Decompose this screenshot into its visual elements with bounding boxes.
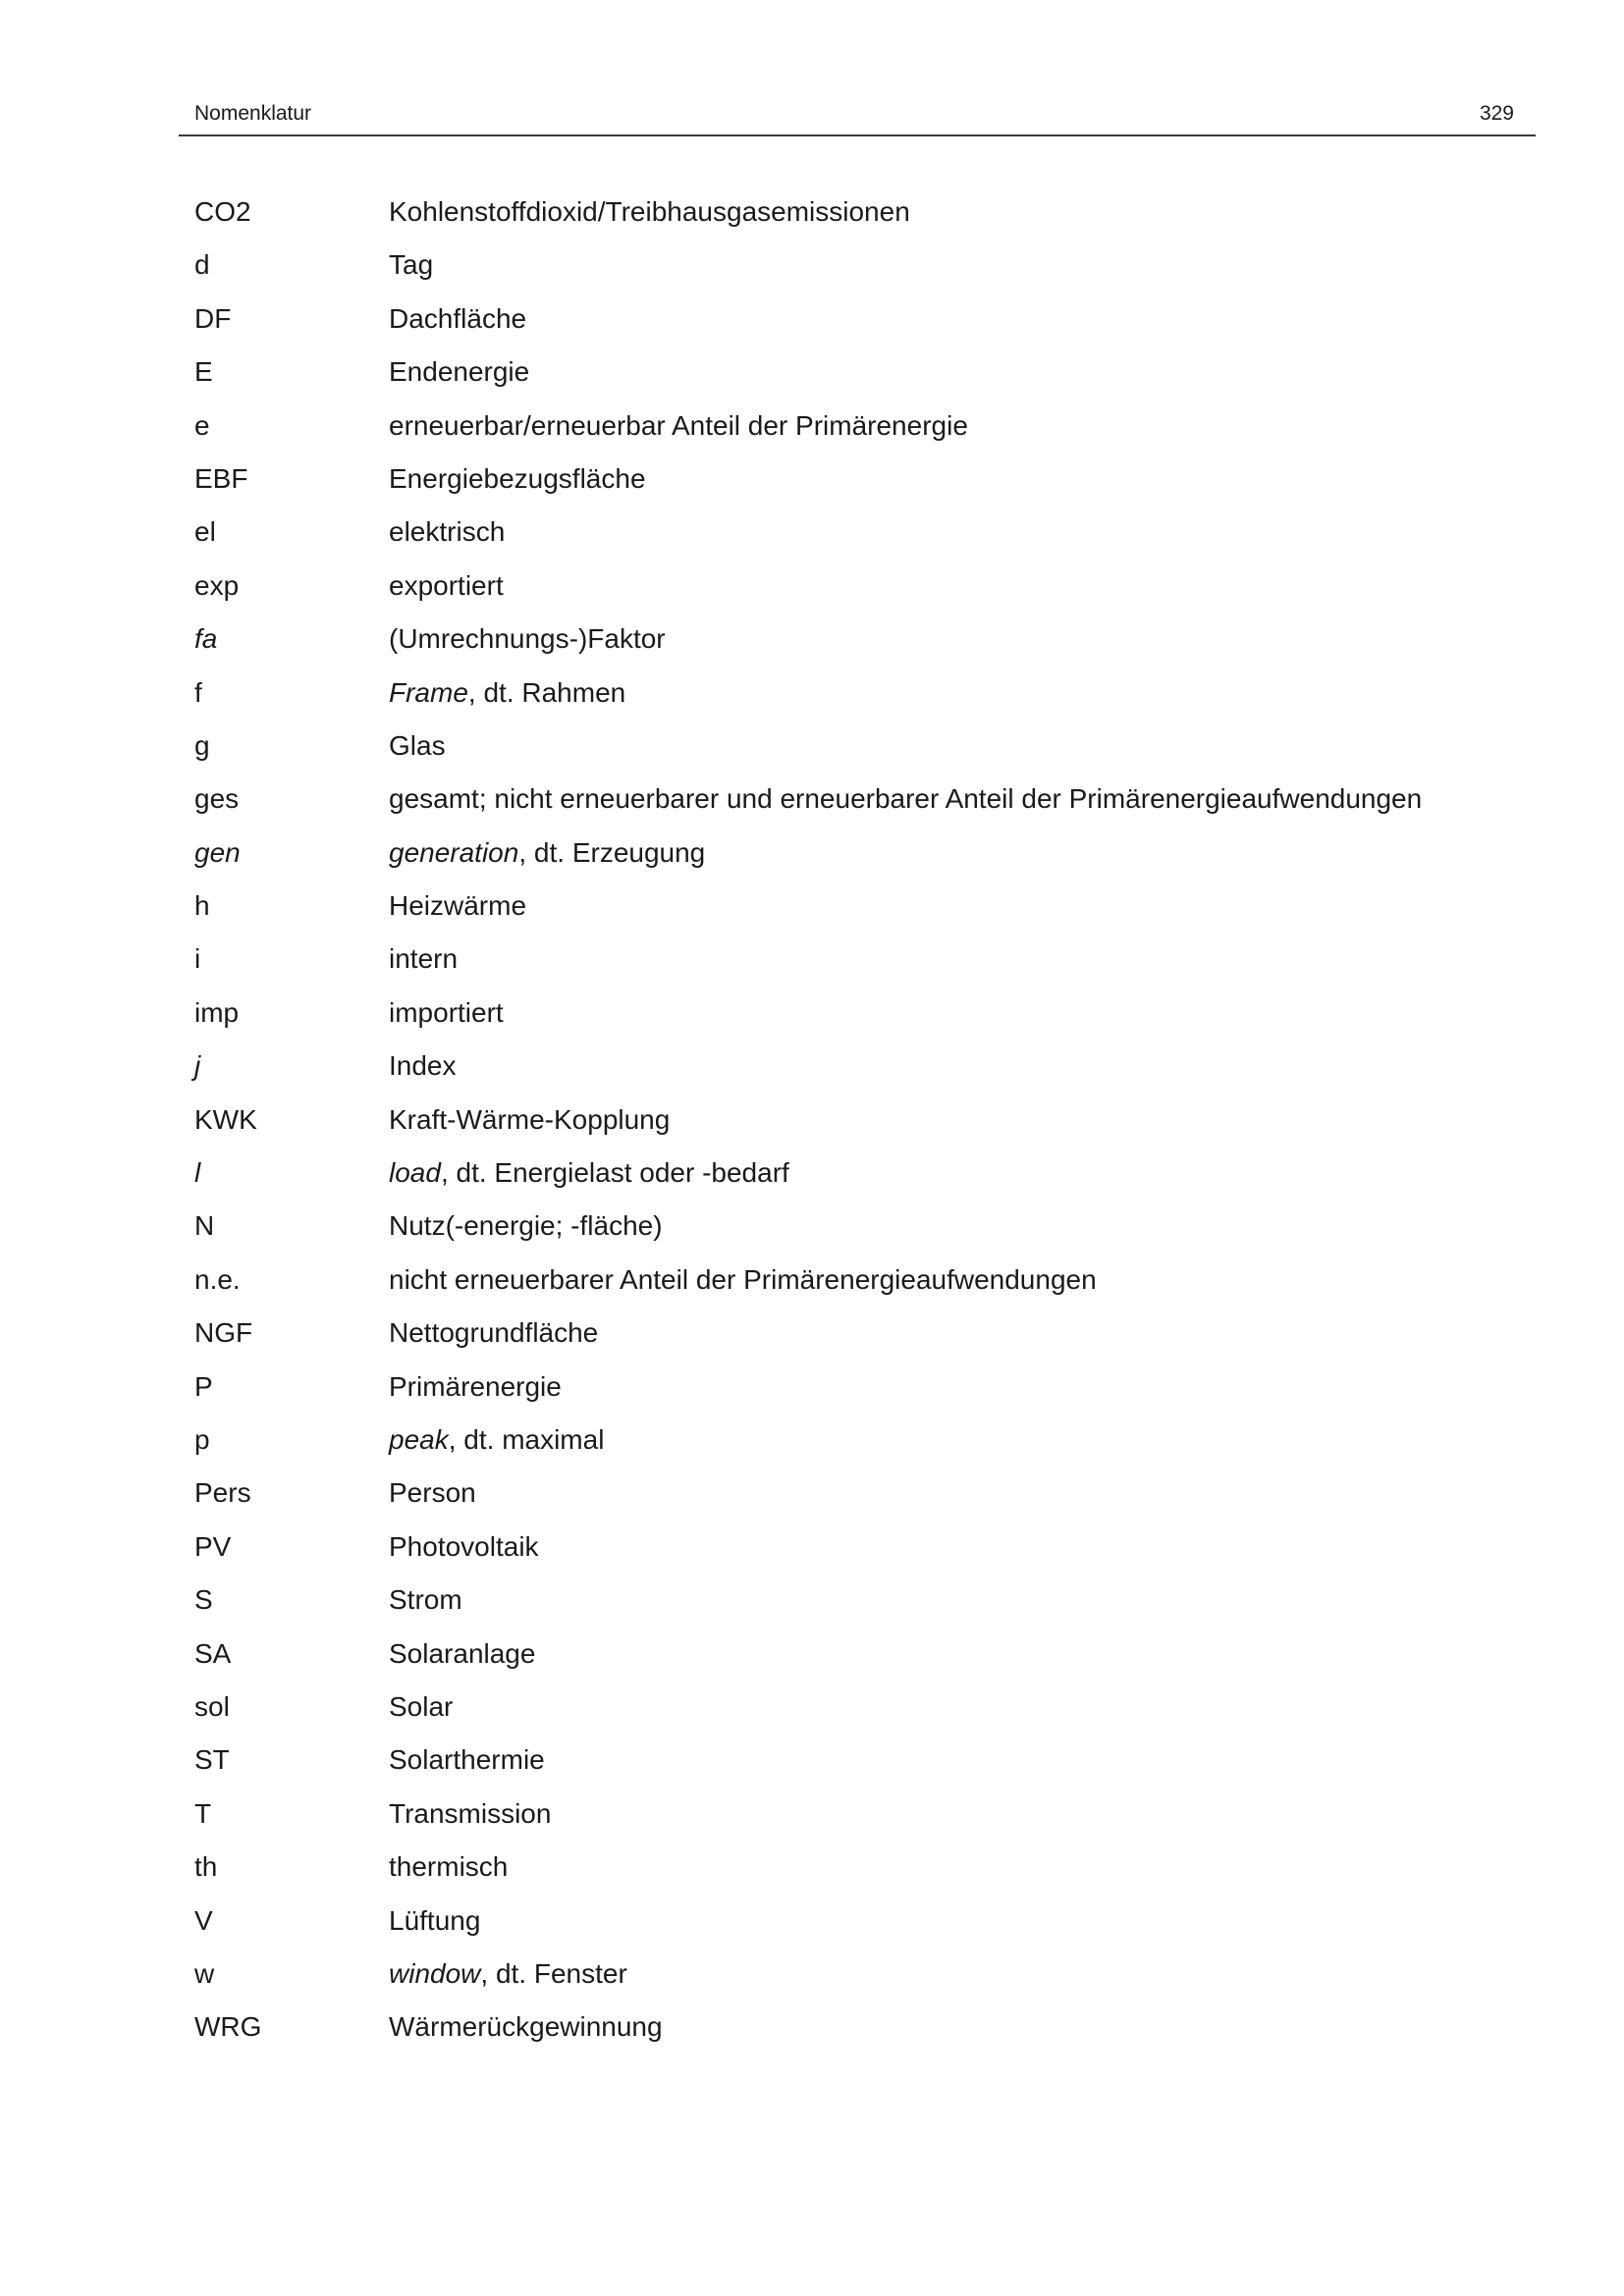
nomenclature-entry <box>194 1636 1536 1689</box>
entry-description: Nettogrundfläche <box>389 1317 599 1349</box>
entry-symbol: l <box>194 1157 201 1189</box>
nomenclature-entry <box>194 1475 1536 1528</box>
entry-symbol: e <box>194 409 210 441</box>
nomenclature-entry <box>194 194 1536 247</box>
entry-meaning <box>389 1315 598 1351</box>
entry-symbol: gen <box>194 836 241 868</box>
entry-description: Solaranlage <box>389 1637 536 1669</box>
nomenclature-entry <box>194 1956 1536 2009</box>
entry-meaning <box>389 1262 1097 1298</box>
entry-description: intern <box>389 943 459 975</box>
entry-description: Kohlenstoffdioxid/Treibhausgasemissionen <box>389 196 910 227</box>
entry-description: Photovoltaik <box>389 1530 539 1562</box>
entry-symbol: T <box>194 1797 212 1829</box>
entry-meaning <box>389 728 446 764</box>
entry-term: generation <box>389 836 519 868</box>
entry-meaning <box>389 1155 789 1191</box>
entry-symbol: KWK <box>194 1103 257 1135</box>
nomenclature-entry <box>194 1048 1536 1101</box>
entry-description: Strom <box>389 1584 462 1616</box>
nomenclature-entry <box>194 1529 1536 1582</box>
entry-symbol: g <box>194 729 210 761</box>
nomenclature-entry <box>194 621 1536 674</box>
entry-meaning <box>389 408 968 444</box>
entry-symbol: ST <box>194 1744 230 1776</box>
entry-description: exportiert <box>389 569 504 601</box>
nomenclature-entry <box>194 301 1536 354</box>
nomenclature-entry <box>194 1422 1536 1475</box>
entry-symbol: imp <box>194 996 240 1028</box>
entry-meaning <box>389 1208 663 1244</box>
entry-description: Index <box>389 1050 457 1082</box>
entry-description: thermisch <box>389 1851 509 1883</box>
entry-symbol: SA <box>194 1637 232 1669</box>
entry-meaning <box>389 1796 551 1832</box>
entry-symbol: E <box>194 356 213 388</box>
nomenclature-entry <box>194 1369 1536 1422</box>
entry-symbol: h <box>194 890 210 922</box>
entry-meaning <box>389 781 1422 817</box>
entry-meaning <box>389 1582 462 1618</box>
entry-description: Solar <box>389 1690 454 1722</box>
entry-description: Tag <box>389 249 434 281</box>
entry-symbol: sol <box>194 1690 230 1722</box>
entry-meaning <box>389 995 504 1031</box>
entry-symbol: V <box>194 1904 213 1936</box>
entry-description: Primärenergie <box>389 1370 562 1402</box>
nomenclature-entry <box>194 514 1536 567</box>
entry-meaning <box>389 1956 627 1992</box>
entry-meaning <box>389 621 666 657</box>
entry-meaning <box>389 194 910 230</box>
page-number: 329 <box>1479 102 1514 125</box>
nomenclature-entry <box>194 1208 1536 1261</box>
entry-description: , dt. maximal <box>448 1423 605 1455</box>
nomenclature-entry <box>194 1582 1536 1635</box>
nomenclature-entry <box>194 568 1536 621</box>
entry-meaning <box>389 1903 480 1939</box>
entry-description: gesamt; nicht erneuerbarer und erneuerbarer Anteil der Primärenergieaufwendungen <box>389 783 1423 815</box>
entry-description: , dt. Rahmen <box>467 676 626 708</box>
entry-symbol: CO2 <box>194 196 251 227</box>
entry-symbol: p <box>194 1423 210 1455</box>
nomenclature-entry <box>194 941 1536 994</box>
entry-symbol: i <box>194 943 201 975</box>
entry-description: erneuerbar/erneuerbar Anteil der Primärenergie <box>389 409 968 441</box>
entry-meaning <box>389 1689 453 1725</box>
entry-description: Dachfläche <box>389 302 527 334</box>
nomenclature-entry <box>194 1262 1536 1315</box>
nomenclature-entry <box>194 888 1536 941</box>
entry-symbol: ges <box>194 783 240 815</box>
entry-description: importiert <box>389 996 504 1028</box>
entry-description: Solarthermie <box>389 1744 545 1776</box>
entry-term: window <box>389 1957 481 1989</box>
nomenclature-entry <box>194 781 1536 834</box>
entry-description: Wärmerückgewinnung <box>389 2011 663 2043</box>
entry-symbol: WRG <box>194 2011 262 2043</box>
entry-meaning <box>389 1475 476 1511</box>
entry-meaning <box>389 301 526 337</box>
entry-meaning <box>389 1369 562 1405</box>
entry-meaning <box>389 568 504 604</box>
running-title: Nomenklatur <box>194 102 312 125</box>
nomenclature-entry <box>194 1849 1536 1902</box>
nomenclature-entry <box>194 995 1536 1048</box>
header-divider <box>179 134 1536 136</box>
nomenclature-list <box>194 194 1536 2063</box>
entry-description: , dt. Erzeugung <box>518 836 706 868</box>
entry-meaning <box>389 354 529 390</box>
entry-symbol: N <box>194 1210 215 1242</box>
nomenclature-entry <box>194 1315 1536 1368</box>
entry-description: Glas <box>389 729 446 761</box>
entry-symbol: d <box>194 249 210 281</box>
entry-symbol: j <box>194 1050 201 1082</box>
entry-description: Heizwärme <box>389 890 527 922</box>
entry-meaning <box>389 1636 535 1672</box>
entry-description: elektrisch <box>389 516 506 548</box>
entry-meaning <box>389 514 505 550</box>
nomenclature-entry <box>194 728 1536 781</box>
entry-symbol: Pers <box>194 1477 251 1509</box>
nomenclature-entry <box>194 1155 1536 1208</box>
entry-description: (Umrechnungs-)Faktor <box>389 623 666 655</box>
nomenclature-entry <box>194 461 1536 514</box>
entry-meaning <box>389 1048 457 1084</box>
nomenclature-entry <box>194 408 1536 461</box>
entry-meaning <box>389 888 526 924</box>
entry-meaning <box>389 1742 545 1778</box>
nomenclature-entry <box>194 835 1536 888</box>
entry-symbol: w <box>194 1957 215 1989</box>
entry-symbol: fa <box>194 623 218 655</box>
entry-description: , dt. Fenster <box>480 1957 627 1989</box>
entry-meaning <box>389 1102 670 1138</box>
entry-symbol: DF <box>194 302 232 334</box>
entry-description: Person <box>389 1477 476 1509</box>
entry-symbol: PV <box>194 1530 232 1562</box>
entry-description: Lüftung <box>389 1904 481 1936</box>
entry-symbol: n.e. <box>194 1263 241 1295</box>
entry-description: , dt. Energielast oder -bedarf <box>440 1157 789 1189</box>
entry-symbol: f <box>194 676 202 708</box>
entry-description: Transmission <box>389 1797 552 1829</box>
nomenclature-entry <box>194 2009 1536 2062</box>
entry-symbol: el <box>194 516 216 548</box>
entry-meaning <box>389 835 705 871</box>
nomenclature-entry <box>194 675 1536 728</box>
entry-description: Endenergie <box>389 356 530 388</box>
entry-meaning <box>389 2009 663 2045</box>
entry-symbol: exp <box>194 569 240 601</box>
entry-meaning <box>389 461 646 497</box>
entry-term: load <box>389 1157 441 1189</box>
entry-meaning <box>389 1849 508 1885</box>
entry-meaning <box>389 941 458 977</box>
nomenclature-entry <box>194 1102 1536 1155</box>
entry-description: nicht erneuerbarer Anteil der Primärenergieaufwendungen <box>389 1263 1097 1295</box>
entry-meaning <box>389 1529 539 1565</box>
entry-meaning <box>389 675 625 711</box>
entry-meaning <box>389 247 433 283</box>
entry-term: Frame <box>389 676 468 708</box>
entry-description: Kraft-Wärme-Kopplung <box>389 1103 671 1135</box>
entry-description: Nutz(-energie; -fläche) <box>389 1210 663 1242</box>
nomenclature-entry <box>194 247 1536 300</box>
nomenclature-entry <box>194 1742 1536 1795</box>
nomenclature-entry <box>194 1689 1536 1742</box>
entry-term: peak <box>389 1423 449 1455</box>
nomenclature-entry <box>194 354 1536 407</box>
entry-description: Energiebezugsfläche <box>389 462 646 494</box>
entry-symbol: th <box>194 1851 218 1883</box>
page-header <box>179 96 1536 132</box>
entry-symbol: S <box>194 1584 213 1616</box>
entry-symbol: P <box>194 1370 213 1402</box>
entry-symbol: EBF <box>194 462 248 494</box>
nomenclature-entry <box>194 1796 1536 1849</box>
entry-symbol: NGF <box>194 1317 253 1349</box>
entry-meaning <box>389 1422 604 1458</box>
nomenclature-entry <box>194 1903 1536 1956</box>
